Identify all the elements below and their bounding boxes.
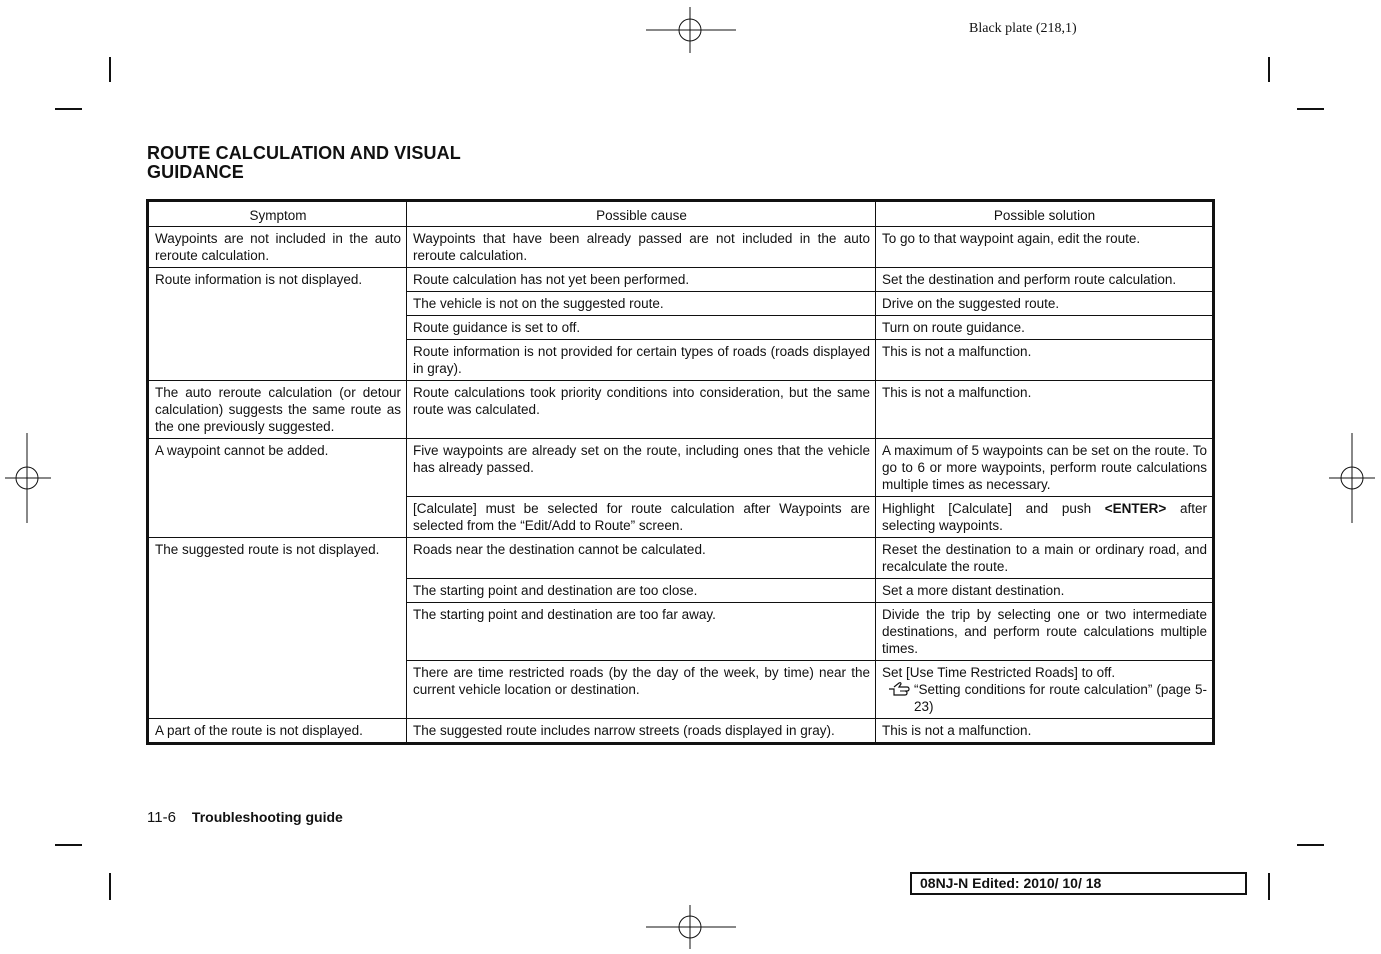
registration-mark-icon [1329, 433, 1375, 523]
cause-cell: The suggested route includes narrow streets (roads displayed in gray). [407, 719, 876, 744]
cause-cell: Route calculation has not yet been performed. [407, 268, 876, 292]
crop-mark [55, 844, 82, 846]
enter-key-label: <ENTER> [1104, 501, 1167, 516]
solution-cell: This is not a malfunction. [876, 340, 1214, 381]
cause-cell: The starting point and destination are too close. [407, 579, 876, 603]
solution-cell: Set the destination and perform route calculation. [876, 268, 1214, 292]
table-row [148, 538, 1214, 579]
cause-cell: Route guidance is set to off. [407, 316, 876, 340]
solution-cell: Drive on the suggested route. [876, 292, 1214, 316]
symptom-cell: Waypoints are not included in the auto reroute calculation. [148, 227, 407, 268]
solution-cell: Turn on route guidance. [876, 316, 1214, 340]
table-row [148, 439, 1214, 497]
cause-cell: Roads near the destination cannot be calculated. [407, 538, 876, 579]
crop-mark [1268, 57, 1270, 82]
header-symptom: Symptom [148, 201, 407, 227]
table-row [148, 268, 1214, 292]
symptom-cell: A waypoint cannot be added. [148, 439, 407, 538]
header-possible-solution: Possible solution [876, 201, 1214, 227]
cause-cell: The starting point and destination are too far away. [407, 603, 876, 661]
cause-cell: Route calculations took priority conditions into consideration, but the same route was calculated. [407, 381, 876, 439]
table-row [148, 381, 1214, 439]
crop-mark [109, 57, 111, 82]
page-reference [882, 681, 1207, 715]
cause-cell: Five waypoints are already set on the route, including ones that the vehicle has already passed. [407, 439, 876, 497]
solution-cell: A maximum of 5 waypoints can be set on the route. To go to 6 or more waypoints, perform route calculations multiple times as necessary. [876, 439, 1214, 497]
cause-cell: The vehicle is not on the suggested route. [407, 292, 876, 316]
page-footer [147, 809, 343, 826]
solution-cell: Set a more distant destination. [876, 579, 1214, 603]
page-reference-hand-icon [888, 681, 914, 715]
header-possible-cause: Possible cause [407, 201, 876, 227]
table-header-row [148, 201, 1214, 227]
registration-mark-icon [646, 7, 736, 53]
crop-mark [109, 873, 111, 900]
symptom-cell: Route information is not displayed. [148, 268, 407, 381]
solution-text: after selecting waypoints. [882, 501, 1207, 533]
solution-text: Set [Use Time Restricted Roads] to off. [882, 665, 1116, 680]
section-title: ROUTE CALCULATION AND VISUAL GUIDANCE [147, 143, 461, 182]
section-name: Troubleshooting guide [191, 809, 343, 825]
crop-mark [1297, 844, 1324, 846]
table-row [148, 719, 1214, 744]
table-row [148, 227, 1214, 268]
solution-cell: This is not a malfunction. [876, 381, 1214, 439]
cause-cell: [Calculate] must be selected for route calculation after Waypoints are selected from the “Edit/Add to Route” screen. [407, 497, 876, 538]
solution-cell [876, 497, 1214, 538]
solution-cell [876, 661, 1214, 719]
solution-text: Highlight [Calculate] and push [882, 501, 1105, 516]
solution-cell: This is not a malfunction. [876, 719, 1214, 744]
registration-mark-icon [5, 433, 51, 523]
crop-mark [1297, 108, 1324, 110]
edited-stamp: 08NJ-N Edited: 2010/ 10/ 18 [910, 872, 1247, 895]
symptom-cell: A part of the route is not displayed. [148, 719, 407, 744]
reference-text: “Setting conditions for route calculation” (page 5-23) [914, 682, 1207, 714]
solution-cell: Divide the trip by selecting one or two intermediate destinations, and perform route calculations multiple times. [876, 603, 1214, 661]
cause-cell: Route information is not provided for certain types of roads (roads displayed in gray). [407, 340, 876, 381]
cause-cell: There are time restricted roads (by the day of the week, by time) near the current vehicle location or destination. [407, 661, 876, 719]
crop-mark [1268, 873, 1270, 900]
troubleshooting-table [146, 199, 1215, 745]
symptom-cell: The auto reroute calculation (or detour calculation) suggests the same route as the one previously suggested. [148, 381, 407, 439]
page-number: 11-6 [147, 809, 176, 826]
symptom-cell: The suggested route is not displayed. [148, 538, 407, 719]
cause-cell: Waypoints that have been already passed are not included in the auto reroute calculation. [407, 227, 876, 268]
solution-cell: To go to that waypoint again, edit the route. [876, 227, 1214, 268]
registration-mark-icon [646, 905, 736, 949]
crop-mark [55, 108, 82, 110]
plate-label: Black plate (218,1) [969, 21, 1077, 36]
solution-cell: Reset the destination to a main or ordinary road, and recalculate the route. [876, 538, 1214, 579]
